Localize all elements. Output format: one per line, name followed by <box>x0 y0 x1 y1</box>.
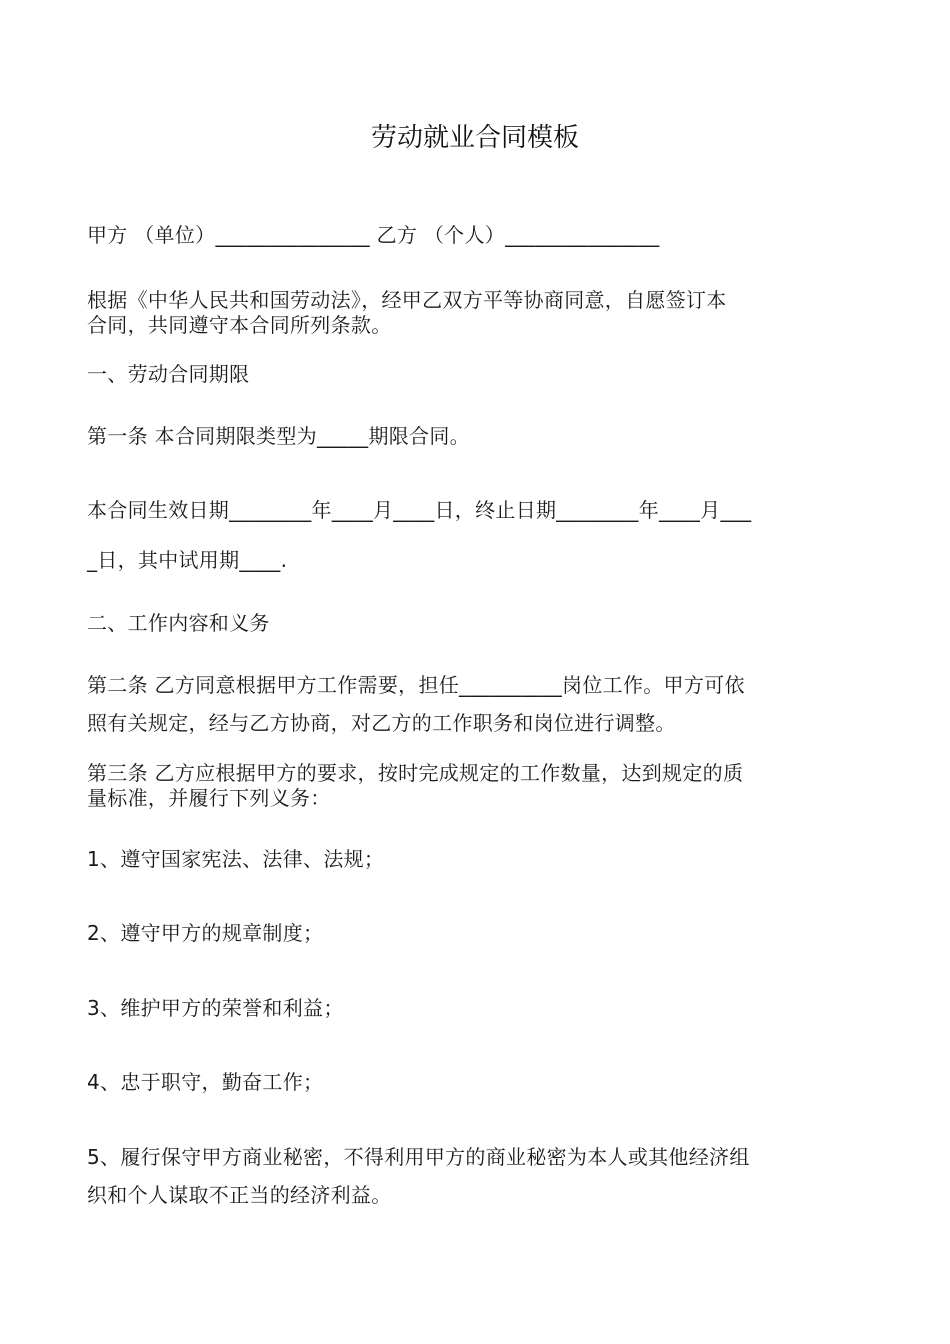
article-1: 第一条 本合同期限类型为_____期限合同。 <box>87 424 470 448</box>
article-2-line-2: 照有关规定，经与乙方协商，对乙方的工作职务和岗位进行调整。 <box>87 711 676 735</box>
section-heading-2: 二、工作内容和义务 <box>87 611 270 635</box>
section-heading-1: 一、劳动合同期限 <box>87 362 250 386</box>
obligation-item-5-line-1: 5、履行保守甲方商业秘密，不得利用甲方的商业秘密为本人或其他经济组 <box>87 1145 750 1169</box>
article-3-line-1: 第三条 乙方应根据甲方的要求，按时完成规定的工作数量，达到规定的质 <box>87 761 744 785</box>
obligation-item-4: 4、忠于职守，勤奋工作； <box>87 1070 324 1094</box>
preamble-line-2: 合同，共同遵守本合同所列条款。 <box>87 313 392 337</box>
article-3-line-2: 量标准，并履行下列义务： <box>87 786 331 810</box>
term-dates-line-2: _日，其中试用期____. <box>87 548 288 572</box>
term-dates-line-1: 本合同生效日期________年____月____日，终止日期________年____月___ <box>87 498 752 522</box>
article-2-line-1: 第二条 乙方同意根据甲方工作需要，担任__________岗位工作。甲方可依 <box>87 673 745 697</box>
party-line: 甲方 （单位）_______________ 乙方 （个人）_______________ <box>87 223 660 247</box>
document-title: 劳动就业合同模板 <box>370 123 579 153</box>
obligation-item-3: 3、维护甲方的荣誉和利益； <box>87 996 344 1020</box>
preamble-line-1: 根据《中华人民共和国劳动法》，经甲乙双方平等协商同意，自愿签订本 <box>87 288 727 312</box>
obligation-item-5-line-2: 织和个人谋取不正当的经济利益。 <box>87 1183 392 1207</box>
obligation-item-2: 2、遵守甲方的规章制度； <box>87 921 324 945</box>
obligation-item-1: 1、遵守国家宪法、法律、法规； <box>87 847 385 871</box>
